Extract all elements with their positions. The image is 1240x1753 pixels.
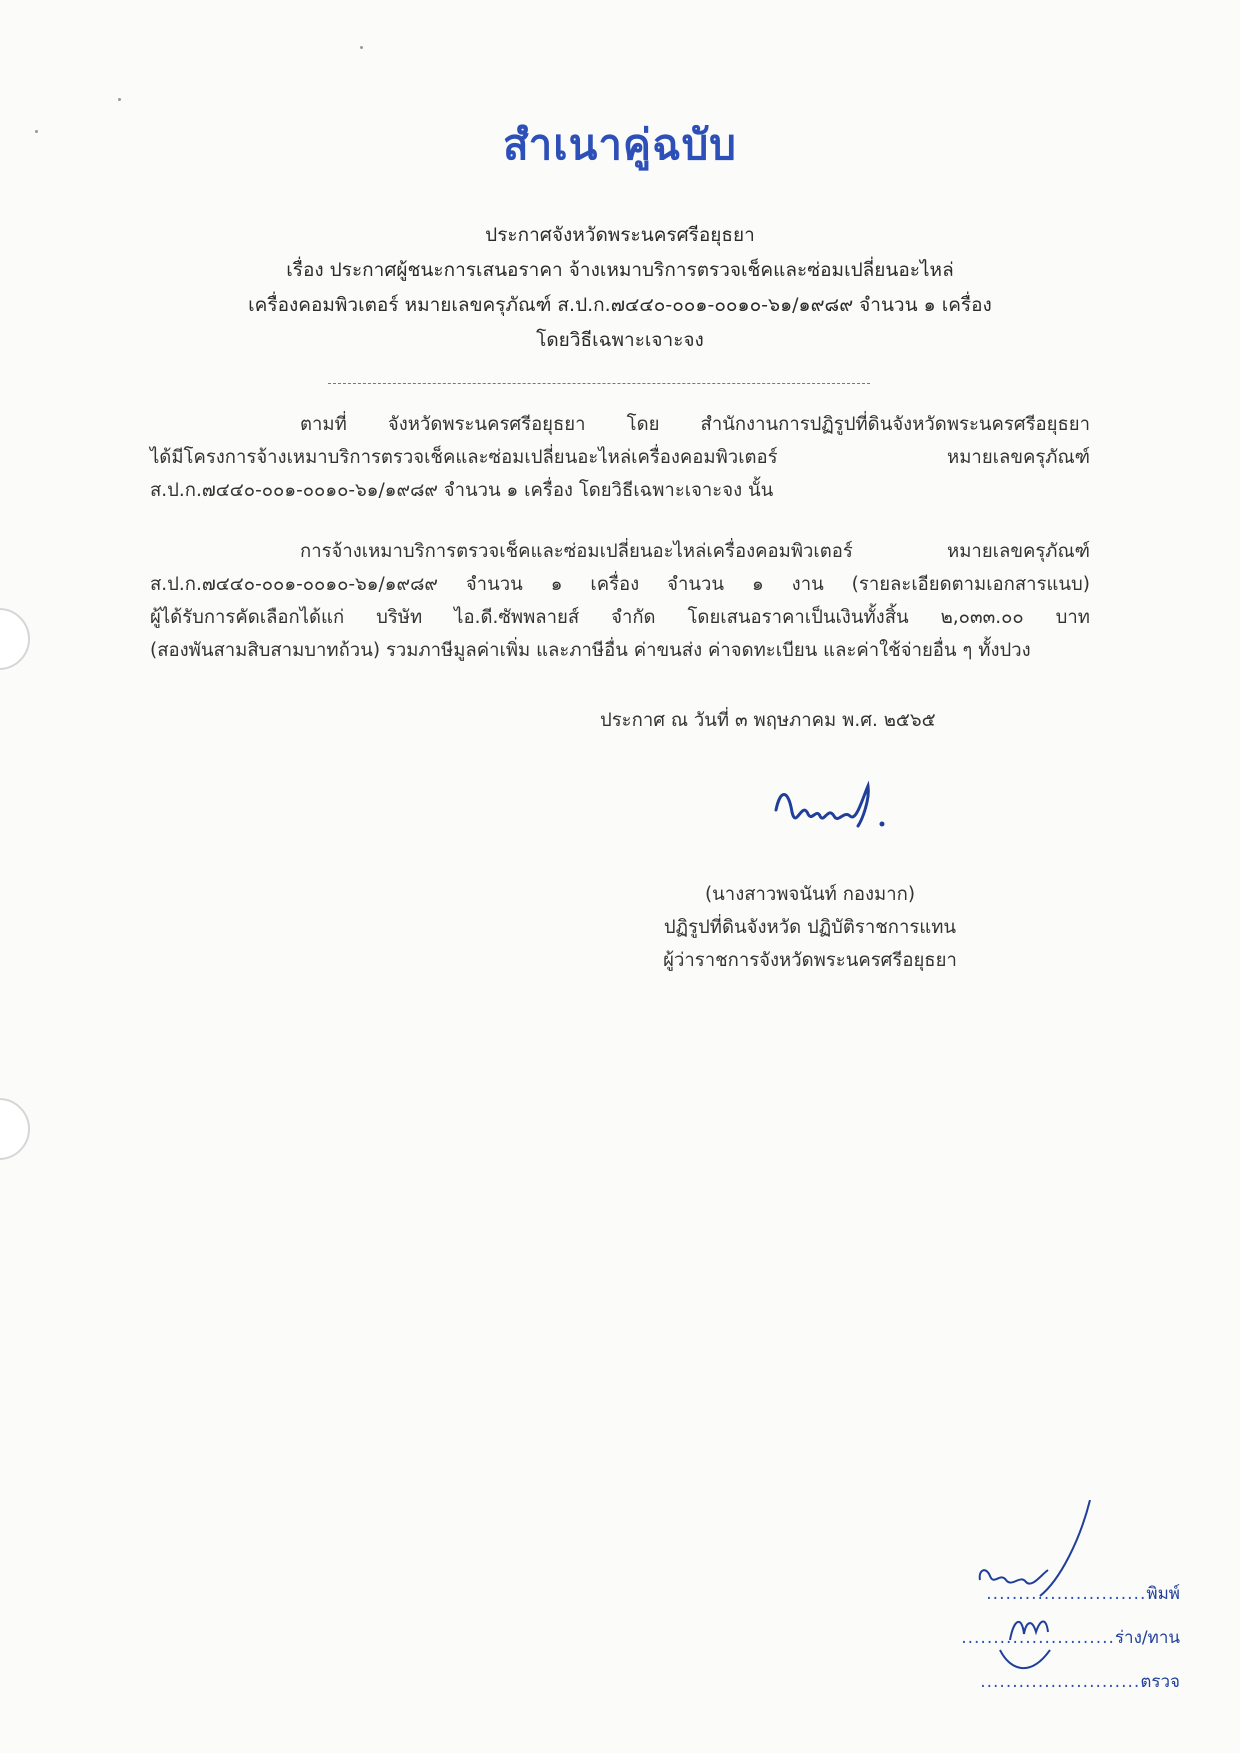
- announcement-date: ประกาศ ณ วันที่ ๓ พฤษภาคม พ.ศ. ๒๕๖๕: [600, 710, 936, 731]
- announcement-header: [120, 218, 1120, 358]
- paragraph-line: ได้มีโครงการจ้างเหมาบริการตรวจเช็คและซ่อมเปลี่ยนอะไหล่เครื่องคอมพิวเตอร์ หมายเลขครุภัณฑ์: [150, 447, 1090, 468]
- control-row-checked: [980, 1668, 1180, 1695]
- control-row-typed: [986, 1580, 1180, 1607]
- signatory-position: ปฏิรูปที่ดินจังหวัด ปฏิบัติราชการแทน: [663, 917, 957, 938]
- document-control-box: [940, 1500, 1180, 1710]
- paragraph-2: [150, 535, 1090, 667]
- header-line: โดยวิธีเฉพาะเจาะจง: [536, 329, 704, 351]
- header-line: ประกาศจังหวัดพระนครศรีอยุธยา: [485, 224, 755, 246]
- scan-speck: [118, 98, 121, 101]
- dotted-line: ........................: [961, 1628, 1115, 1648]
- paragraph-line: (สองพันสามสิบสามบาทถ้วน) รวมภาษีมูลค่าเพิ่ม และภาษีอื่น ค่าขนส่ง ค่าจดทะเบียน และค่าใช้จ่ายอื่น ๆ ทั้งปวง: [150, 640, 1031, 661]
- header-line: เรื่อง ประกาศผู้ชนะการเสนอราคา จ้างเหมาบริการตรวจเช็คและซ่อมเปลี่ยนอะไหล่: [286, 259, 954, 281]
- checked-label: ตรวจ: [1140, 1672, 1180, 1692]
- control-row-drafted: [961, 1624, 1180, 1651]
- copy-stamp: สำเนาคู่ฉบับ: [503, 120, 737, 169]
- dashed-separator: [328, 383, 870, 384]
- paragraph-line: ส.ป.ก.๗๔๔๐-๐๐๑-๐๐๑๐-๖๑/๑๙๘๙ จำนวน ๑ เครื่อง จำนวน ๑ งาน (รายละเอียดตามเอกสารแนบ): [150, 574, 1090, 595]
- paragraph-1: [150, 408, 1090, 507]
- paragraph-line: ผู้ได้รับการคัดเลือกได้แก่ บริษัท ไอ.ดี.ซัพพลายส์ จำกัด โดยเสนอราคาเป็นเงินทั้งสิ้น ๒,๐๓๓.๐๐ บาท: [150, 607, 1090, 628]
- signatory-block: [600, 878, 1020, 977]
- paragraph-line: ตามที่ จังหวัดพระนครศรีอยุธยา โดย สำนักงานการปฏิรูปที่ดินจังหวัดพระนครศรีอยุธยา: [300, 414, 1090, 435]
- punch-hole: [0, 1098, 30, 1160]
- typed-label: พิมพ์: [1146, 1584, 1180, 1604]
- paragraph-line: การจ้างเหมาบริการตรวจเช็คและซ่อมเปลี่ยนอะไหล่เครื่องคอมพิวเตอร์ หมายเลขครุภัณฑ์: [300, 541, 1090, 562]
- header-line: เครื่องคอมพิวเตอร์ หมายเลขครุภัณฑ์ ส.ป.ก.๗๔๔๐-๐๐๑-๐๐๑๐-๖๑/๑๙๘๙ จำนวน ๑ เครื่อง: [248, 294, 992, 316]
- signatory-name: (นางสาวพจนันท์ กองมาก): [704, 884, 916, 905]
- scan-speck: [360, 46, 363, 49]
- punch-hole: [0, 608, 30, 670]
- paragraph-line: ส.ป.ก.๗๔๔๐-๐๐๑-๐๐๑๐-๖๑/๑๙๘๙ จำนวน ๑ เครื่อง โดยวิธีเฉพาะเจาะจง นั้น: [150, 480, 774, 501]
- signatory-title: ผู้ว่าราชการจังหวัดพระนครศรีอยุธยา: [663, 950, 957, 971]
- handwritten-signature: [758, 770, 928, 850]
- dotted-line: .........................: [980, 1672, 1141, 1692]
- dotted-line: .........................: [986, 1584, 1147, 1604]
- drafted-label: ร่าง/ทาน: [1114, 1628, 1180, 1648]
